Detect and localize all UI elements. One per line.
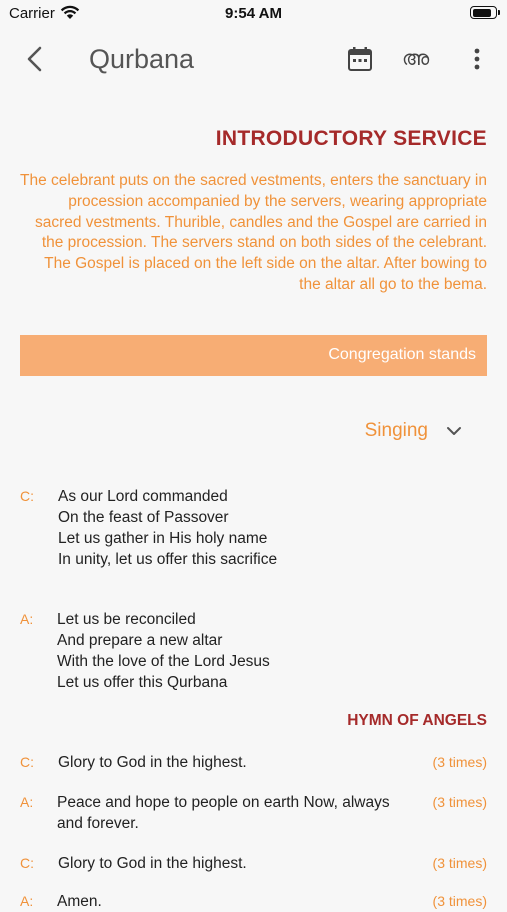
verse-lines: Let us be reconciled And prepare a new altar With the love of the Lord Jesus Let us offer this Qurbana xyxy=(57,611,270,691)
hymn-text: Glory to God in the highest. xyxy=(58,754,247,771)
repeat-count: (3 times) xyxy=(432,754,487,770)
repeat-count: (3 times) xyxy=(432,893,487,909)
speaker-label: A: xyxy=(20,794,34,810)
repeat-count: (3 times) xyxy=(432,855,487,871)
back-chevron-icon[interactable] xyxy=(20,44,50,74)
hymn-text: Glory to God in the highest. xyxy=(58,855,247,872)
status-bar xyxy=(0,0,507,28)
calendar-icon[interactable] xyxy=(347,46,373,72)
speaker-label: C: xyxy=(20,754,34,770)
speaker-label: A: xyxy=(20,611,34,627)
nav-bar xyxy=(0,30,507,90)
battery-icon xyxy=(470,6,497,19)
verse-lines: As our Lord commanded On the feast of Passover Let us gather in His holy name In unity, let us offer this sacrifice xyxy=(58,488,278,568)
dropdown-label: Singing xyxy=(364,420,428,441)
page-title: Qurbana xyxy=(89,44,195,74)
mode-dropdown[interactable] xyxy=(365,420,462,442)
carrier-label: Carrier xyxy=(9,5,55,22)
repeat-count: (3 times) xyxy=(432,794,487,810)
congregation-banner: Congregation stands xyxy=(20,335,487,376)
speaker-label: A: xyxy=(20,893,34,909)
language-toggle-button[interactable]: അ xyxy=(402,46,430,70)
hymn-text: Amen. xyxy=(57,893,102,910)
hymn-title: HYMN OF ANGELS xyxy=(347,712,487,729)
rubric-text: The celebrant puts on the sacred vestments, enters the sanctuary in procession accompanied by the servers, wearing appropriate sacred vestments. Thurible, candles and the Gospel are carried in the procession. The servers stand on both sides of the celebrant. The Gospel is placed on the left side on the altar. After bowing to the altar all go to the bema. xyxy=(20,172,487,293)
more-options-icon[interactable] xyxy=(467,46,487,72)
clock: 9:54 AM xyxy=(225,5,282,22)
speaker-label: C: xyxy=(20,855,34,871)
hymn-text: Peace and hope to people on earth Now, always and forever. xyxy=(57,794,390,832)
speaker-label: C: xyxy=(20,488,34,504)
section-title: INTRODUCTORY SERVICE xyxy=(215,127,487,150)
chevron-down-icon xyxy=(446,423,462,439)
